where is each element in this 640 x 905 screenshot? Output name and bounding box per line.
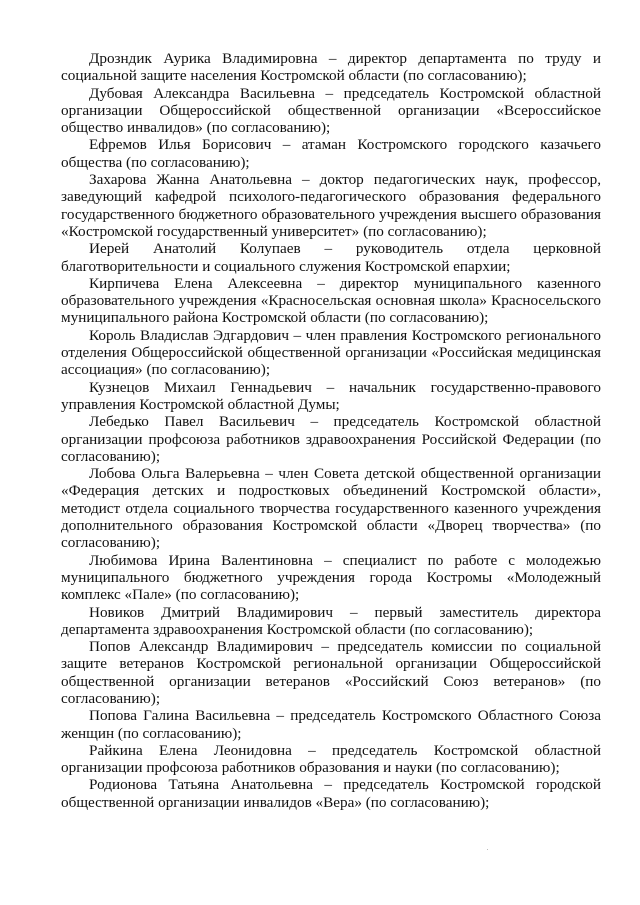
member-entry: Родионова Татьяна Анатольевна – председатель Костромской городской общественной организации инвалидов «Вера» (по согласованию); <box>61 776 601 811</box>
member-entry: Лебедько Павел Васильевич – председатель Костромской областной организации профсоюза работников здравоохранения Российской Федерации (по согласованию); <box>61 413 601 465</box>
member-entry: Дрозндик Аурика Владимировна – директор департамента по труду и социальной защите населения Костромской области (по согласованию); <box>61 50 601 85</box>
member-list <box>61 50 601 811</box>
member-entry: Райкина Елена Леонидовна – председатель Костромской областной организации профсоюза работников образования и науки (по согласованию); <box>61 741 601 777</box>
member-entry: Захарова Жанна Анатольевна – доктор педагогических наук, профессор, заведующий кафедрой психолого-педагогического образования федерального государственного бюджетного образовательного учреждения высшего образования «Костромской государственный университет» (по согласованию); <box>61 171 601 240</box>
member-entry: Попова Галина Васильевна – председатель Костромского Областного Союза женщин (по согласованию); <box>61 707 601 742</box>
member-entry: Новиков Дмитрий Владимирович – первый заместитель директора департамента здравоохранения Костромской области (по согласованию); <box>61 603 601 638</box>
member-entry: Лобова Ольга Валерьевна – член Совета детской общественной организации «Федерация детских и подростковых объединений Костромской области», методист отдела социального творчества государственного казенного учреждения дополнительного образования Костромской области «Дворец творчества» (по согласованию); <box>61 465 601 552</box>
member-entry: Любимова Ирина Валентиновна – специалист по работе с молодежью муниципального бюджетного учреждения города Костромы «Молодежный комплекс «Пале» (по согласованию); <box>61 551 601 604</box>
scan-speck <box>487 849 488 850</box>
member-entry: Кузнецов Михаил Геннадьевич – начальник государственно-правового управления Костромской областной Думы; <box>61 378 601 413</box>
member-entry: Король Владислав Эдгардович – член правления Костромского регионального отделения Общероссийской общественной организации «Российская медицинская ассоциация» (по согласованию); <box>61 326 601 379</box>
member-entry: Ефремов Илья Борисович – атаман Костромского городского казачьего общества (по согласованию); <box>61 136 601 171</box>
member-entry: Кирпичева Елена Алексеевна – директор муниципального казенного образовательного учреждения «Красносельская основная школа» Красносельского муниципального района Костромской области (по согласованию); <box>61 274 601 327</box>
member-entry: Иерей Анатолий Колупаев – руководитель отдела церковной благотворительности и социального служения Костромской епархии; <box>61 240 601 275</box>
member-entry: Дубовая Александра Васильевна – председатель Костромской областной организации Общероссийской общественной организации «Всероссийское общество инвалидов» (по согласованию); <box>61 84 601 137</box>
member-entry: Попов Александр Владимирович – председатель комиссии по социальной защите ветеранов Костромской региональной организации Общероссийской общественной организации ветеранов «Российский Союз ветеранов» (по согласованию); <box>61 638 601 707</box>
